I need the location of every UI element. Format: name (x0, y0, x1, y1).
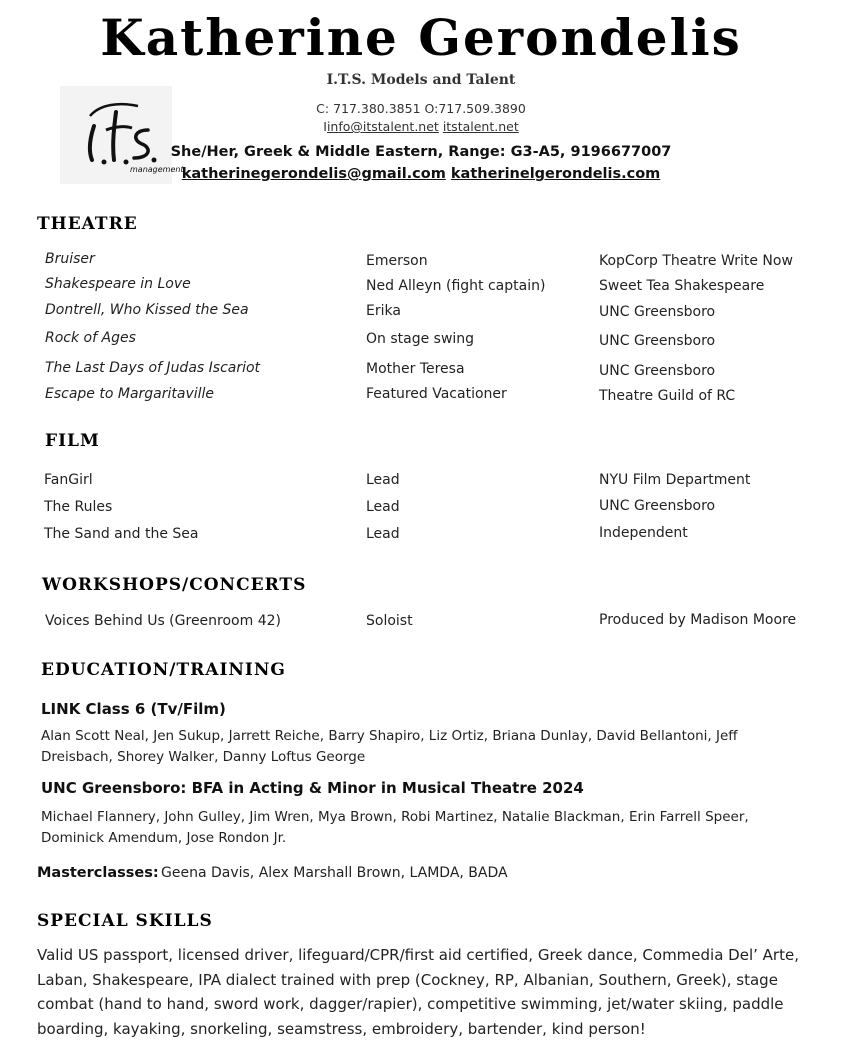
theatre-role: On stage swing (366, 331, 475, 347)
theatre-title: Rock of Ages (45, 330, 136, 346)
theatre-role: Featured Vacationer (366, 386, 507, 402)
theatre-role: Emerson (366, 253, 428, 269)
personal-details: She/Her, Greek & Middle Eastern, Range: G3-A5, 9196677007 (170, 144, 672, 160)
theatre-company: Theatre Guild of RC (599, 388, 736, 404)
agency-prefix: I (323, 119, 327, 134)
film-role: Lead (366, 499, 400, 515)
masterclasses-value: Geena Davis, Alex Marshall Brown, LAMDA, BADA (161, 865, 508, 881)
personal-email-link[interactable]: katherinegerondelis@gmail.com (181, 166, 446, 182)
agency-name: I.T.S. Models and Talent (326, 72, 516, 88)
theatre-title: Dontrell, Who Kissed the Sea (45, 302, 249, 318)
skills-heading: SPECIAL SKILLS (37, 911, 213, 931)
education-heading: EDUCATION/TRAINING (41, 660, 286, 680)
training-teachers: Michael Flannery, John Gulley, Jim Wren, Mya Brown, Robi Martinez, Natalie Blackman, Erin Farrell Speer, Dominick Amendum, Jose Rondon Jr. (41, 809, 749, 846)
agency-email-link[interactable]: info@itstalent.net (326, 119, 439, 134)
theatre-company: UNC Greensboro (599, 363, 716, 379)
theatre-title: Escape to Margaritaville (45, 386, 215, 402)
theatre-role: Ned Alleyn (fight captain) (366, 278, 546, 294)
film-title: The Rules (44, 499, 113, 515)
resume-name: Katherine Gerondelis (100, 8, 742, 67)
film-role: Lead (366, 526, 400, 542)
theatre-company: KopCorp Theatre Write Now (599, 253, 793, 269)
theatre-company: Sweet Tea Shakespeare (599, 278, 765, 294)
workshops-heading: WORKSHOPS/CONCERTS (42, 575, 307, 595)
workshop-role: Soloist (366, 613, 413, 629)
workshop-title: Voices Behind Us (Greenroom 42) (45, 613, 281, 629)
theatre-company: UNC Greensboro (599, 304, 716, 320)
theatre-company: UNC Greensboro (599, 333, 716, 349)
agency-phone: C: 717.380.3851 O:717.509.3890 (316, 101, 526, 116)
theatre-role: Erika (366, 303, 401, 319)
film-heading: FILM (45, 431, 100, 451)
training-program-title: LINK Class 6 (Tv/Film) (41, 700, 226, 718)
theatre-title: Shakespeare in Love (45, 276, 191, 292)
film-role: Lead (366, 472, 400, 488)
theatre-role: Mother Teresa (366, 361, 465, 377)
film-title: FanGirl (44, 472, 93, 488)
film-company: Independent (599, 525, 688, 541)
workshop-company: Produced by Madison Moore (599, 612, 797, 628)
masterclasses-label: Masterclasses: (37, 865, 159, 881)
film-title: The Sand and the Sea (44, 526, 199, 542)
training-program-title: UNC Greensboro: BFA in Acting & Minor in Musical Theatre 2024 (41, 779, 584, 797)
logo-sub: management (130, 165, 184, 174)
personal-links (0, 166, 842, 182)
training-teachers: Alan Scott Neal, Jen Sukup, Jarrett Reiche, Barry Shapiro, Liz Ortiz, Briana Dunlay, David Bellantoni, Jeff Dreisbach, Shorey Walker, Danny Loftus George (41, 728, 738, 765)
theatre-title: Bruiser (45, 251, 95, 267)
skills-text: Valid US passport, licensed driver, lifeguard/CPR/first aid certified, Greek dance, Commedia Del’ Arte, Laban, Shakespeare, IPA dialect trained with prep (Cockney, RP, Albanian, Southern, Greek), stage combat (hand to hand, sword work, dagger/rapier), competitive swimming, jet/water skiing, paddle boarding, kayaking, snorkeling, seamstress, embroidery, bartender, kind person! (37, 946, 799, 1038)
theatre-title: The Last Days of Judas Iscariot (45, 360, 261, 376)
film-company: UNC Greensboro (599, 498, 716, 514)
theatre-heading: THEATRE (37, 214, 138, 234)
personal-site-link[interactable]: katherinelgerondelis.com (450, 166, 661, 182)
film-company: NYU Film Department (599, 472, 751, 488)
agency-site-link[interactable]: itstalent.net (442, 119, 519, 134)
